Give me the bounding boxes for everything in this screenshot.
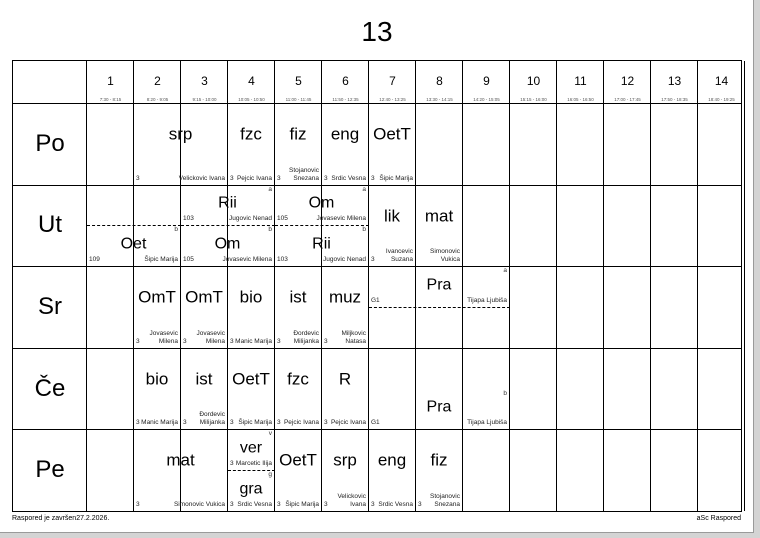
lesson-room: 105 bbox=[183, 256, 194, 264]
period-time: 7:30 - 8:15 bbox=[99, 97, 122, 102]
lesson-room: 103 bbox=[277, 256, 288, 264]
lesson-card[interactable] bbox=[322, 429, 369, 511]
lesson-subject: Oet bbox=[120, 235, 147, 253]
period-header bbox=[463, 61, 510, 103]
period-header bbox=[275, 61, 322, 103]
grid-column-line bbox=[556, 61, 557, 511]
period-number: 4 bbox=[248, 74, 255, 88]
lesson-group: b bbox=[362, 226, 366, 234]
lesson-room: 3 bbox=[277, 174, 281, 182]
period-time: 18:40 - 19:25 bbox=[708, 97, 735, 102]
lesson-room: 3 bbox=[324, 419, 328, 427]
lesson-card[interactable] bbox=[275, 266, 322, 348]
lesson-subject: OmT bbox=[185, 287, 223, 307]
period-time: 13:30 - 14:15 bbox=[426, 97, 453, 102]
lesson-teacher: Marcetic Ilija bbox=[235, 460, 272, 468]
lesson-teacher: Đordevic Milijanka bbox=[293, 329, 319, 345]
lesson-card[interactable] bbox=[275, 103, 322, 185]
lesson-card[interactable] bbox=[322, 103, 369, 185]
half-separator bbox=[369, 307, 510, 308]
lesson-subject: mat bbox=[424, 206, 454, 226]
lesson-subject: eng bbox=[377, 450, 407, 470]
lesson-card[interactable] bbox=[181, 266, 228, 348]
grid-column-line bbox=[650, 61, 651, 511]
lesson-card[interactable] bbox=[369, 389, 510, 430]
lesson-card[interactable] bbox=[322, 266, 369, 348]
period-header bbox=[698, 61, 745, 103]
lesson-card[interactable] bbox=[275, 429, 322, 511]
lesson-subject: fiz bbox=[289, 124, 307, 144]
lesson-teacher: Jovasevic Milena bbox=[196, 329, 225, 345]
period-number: 14 bbox=[714, 74, 729, 88]
lesson-subject: Om bbox=[214, 235, 241, 253]
period-header bbox=[369, 61, 416, 103]
lesson-subject: gra bbox=[239, 480, 263, 498]
lesson-subject: fiz bbox=[430, 450, 448, 470]
lesson-room: 109 bbox=[89, 256, 100, 264]
lesson-group: g bbox=[268, 471, 272, 479]
period-time: 16:05 - 16:50 bbox=[567, 97, 594, 102]
lesson-teacher: Srdic Vesna bbox=[331, 174, 366, 182]
lesson-teacher: Stojanovic Snezana bbox=[289, 166, 319, 182]
lesson-subject: srp bbox=[333, 450, 357, 470]
grid-column-line bbox=[744, 61, 745, 511]
period-number: 11 bbox=[574, 74, 587, 88]
lesson-group: b bbox=[268, 226, 272, 234]
grid-column-line bbox=[603, 61, 604, 511]
period-header bbox=[416, 61, 463, 103]
lesson-teacher: Šipic Marija bbox=[144, 256, 178, 264]
lesson-subject: bio bbox=[239, 287, 263, 307]
lesson-room: 3 bbox=[371, 500, 375, 508]
lesson-room: G1 bbox=[371, 419, 380, 427]
lesson-teacher: Jugovic Nenad bbox=[229, 215, 272, 223]
period-time: 11:50 - 12:35 bbox=[332, 97, 359, 102]
lesson-teacher: Velickovic Ivana bbox=[337, 492, 366, 508]
footer-generated-date: Raspored je završen27.2.2026. bbox=[12, 515, 110, 522]
lesson-card[interactable] bbox=[416, 185, 463, 267]
lesson-subject: OetT bbox=[232, 369, 270, 389]
lesson-teacher: Đordevic Milijanka bbox=[199, 411, 225, 427]
period-number: 13 bbox=[667, 74, 682, 88]
period-number: 7 bbox=[389, 74, 396, 88]
period-header bbox=[322, 61, 369, 103]
lesson-subject: fzc bbox=[287, 369, 309, 389]
lesson-subject: bio bbox=[145, 369, 169, 389]
lesson-teacher: Jovasevic Milena bbox=[222, 256, 272, 264]
lesson-subject: Rii bbox=[218, 194, 237, 212]
period-number: 12 bbox=[620, 74, 635, 88]
lesson-room: 3 bbox=[230, 337, 234, 345]
lesson-card[interactable] bbox=[369, 429, 416, 511]
period-header bbox=[134, 61, 181, 103]
lesson-room: 3 bbox=[230, 460, 234, 468]
lesson-subject: OetT bbox=[279, 450, 317, 470]
lesson-teacher: Šipic Marija bbox=[285, 500, 319, 508]
day-label: Pe bbox=[35, 456, 65, 484]
day-label: Ut bbox=[38, 211, 62, 239]
lesson-teacher: Ivancevic Suzana bbox=[385, 248, 413, 264]
lesson-room: 3 bbox=[230, 174, 234, 182]
lesson-subject: fzc bbox=[240, 124, 262, 144]
lesson-teacher: Miljkovic Natasa bbox=[341, 329, 366, 345]
lesson-subject: ist bbox=[289, 287, 307, 307]
lesson-card[interactable] bbox=[369, 185, 416, 267]
lesson-card[interactable] bbox=[275, 225, 369, 266]
grid-column-line bbox=[697, 61, 698, 511]
lesson-room: 3 bbox=[277, 419, 281, 427]
lesson-room: 3 bbox=[136, 500, 140, 508]
lesson-group: a bbox=[268, 185, 272, 193]
lesson-room: 3 bbox=[371, 256, 375, 264]
lesson-room: 3 bbox=[277, 500, 281, 508]
period-number: 8 bbox=[436, 74, 443, 88]
period-header bbox=[604, 61, 651, 103]
lesson-card[interactable] bbox=[181, 348, 228, 430]
lesson-card[interactable] bbox=[134, 348, 181, 430]
lesson-card[interactable] bbox=[228, 348, 275, 430]
period-time: 9:15 - 10:00 bbox=[192, 97, 217, 102]
lesson-teacher: Manic Marija bbox=[235, 337, 272, 345]
lesson-teacher: Pejcic Ivana bbox=[330, 419, 366, 427]
timetable-grid bbox=[12, 60, 742, 512]
lesson-card[interactable] bbox=[322, 348, 369, 430]
lesson-teacher: Stojanovic Snezana bbox=[430, 492, 460, 508]
lesson-teacher: Šipic Marija bbox=[238, 419, 272, 427]
lesson-card[interactable] bbox=[228, 103, 275, 185]
period-header bbox=[557, 61, 604, 103]
footer-app-name: aSc Raspored bbox=[696, 515, 741, 522]
lesson-room: 3 bbox=[371, 174, 375, 182]
lesson-subject: Pra bbox=[426, 398, 452, 416]
period-number: 9 bbox=[483, 74, 490, 88]
lesson-room: 3 bbox=[324, 337, 328, 345]
lesson-teacher: Srdic Vesna bbox=[378, 500, 413, 508]
lesson-room: 3 bbox=[418, 500, 422, 508]
period-header bbox=[181, 61, 228, 103]
lesson-teacher: Šipic Marija bbox=[379, 174, 413, 182]
lesson-teacher: Jovasevic Milena bbox=[149, 329, 178, 345]
period-header bbox=[87, 61, 134, 103]
day-label: Če bbox=[34, 374, 66, 402]
lesson-room: 3 bbox=[277, 337, 281, 345]
lesson-card[interactable] bbox=[228, 429, 275, 470]
lesson-room: G1 bbox=[371, 296, 380, 304]
lesson-subject: Om bbox=[308, 194, 335, 212]
lesson-subject: eng bbox=[330, 124, 360, 144]
period-time: 17:00 - 17:45 bbox=[614, 97, 641, 102]
lesson-room: 105 bbox=[277, 215, 288, 223]
period-time: 12:40 - 13:25 bbox=[379, 97, 406, 102]
lesson-card[interactable] bbox=[369, 103, 416, 185]
lesson-group: a bbox=[362, 185, 366, 193]
lesson-subject: Rii bbox=[312, 235, 331, 253]
lesson-card[interactable] bbox=[134, 429, 228, 511]
lesson-card[interactable] bbox=[275, 348, 322, 430]
lesson-room: 3 bbox=[230, 500, 234, 508]
lesson-teacher: Simonovic Vukica bbox=[430, 248, 460, 264]
lesson-room: 3 bbox=[183, 337, 187, 345]
lesson-card[interactable] bbox=[369, 266, 510, 307]
lesson-card[interactable] bbox=[181, 185, 275, 226]
period-time: 17:50 - 18:35 bbox=[661, 97, 688, 102]
period-time: 15:15 - 16:00 bbox=[520, 97, 547, 102]
lesson-room: 3 bbox=[136, 174, 140, 182]
lesson-card[interactable] bbox=[87, 103, 134, 185]
period-header bbox=[510, 61, 557, 103]
lesson-teacher: Tijapa Ljubiša bbox=[467, 296, 507, 304]
lesson-subject: OmT bbox=[138, 287, 176, 307]
period-number: 3 bbox=[201, 74, 208, 88]
lesson-group: v bbox=[268, 430, 272, 438]
lesson-teacher: Velickovic Ivana bbox=[178, 174, 225, 182]
lesson-group: b bbox=[503, 389, 507, 397]
lesson-group: b bbox=[174, 226, 178, 234]
lesson-subject: ist bbox=[195, 369, 213, 389]
lesson-card[interactable] bbox=[228, 470, 275, 511]
day-label: Po bbox=[35, 129, 65, 157]
lesson-teacher: Pejcic Ivana bbox=[283, 419, 319, 427]
lesson-room: 3 bbox=[136, 419, 140, 427]
period-number: 2 bbox=[154, 74, 161, 88]
period-number: 5 bbox=[295, 74, 302, 88]
period-time: 8:20 - 9:05 bbox=[146, 97, 169, 102]
lesson-subject: Pra bbox=[426, 276, 452, 294]
lesson-group: a bbox=[503, 267, 507, 275]
lesson-subject: R bbox=[338, 369, 352, 389]
lesson-card[interactable] bbox=[87, 185, 181, 226]
lesson-room: 3 bbox=[230, 419, 234, 427]
lesson-teacher: Tijapa Ljubiša bbox=[467, 419, 507, 427]
lesson-card[interactable] bbox=[275, 185, 369, 226]
lesson-card[interactable] bbox=[87, 225, 181, 266]
lesson-card[interactable] bbox=[416, 429, 463, 511]
lesson-teacher: Jugovic Nenad bbox=[323, 256, 366, 264]
lesson-teacher: Srdic Vesna bbox=[237, 500, 272, 508]
lesson-card[interactable] bbox=[228, 266, 275, 348]
lesson-teacher: Manic Marija bbox=[141, 419, 178, 427]
lesson-subject: OetT bbox=[373, 124, 411, 144]
lesson-subject: ver bbox=[239, 439, 263, 457]
period-number: 6 bbox=[342, 74, 349, 88]
lesson-room: 3 bbox=[136, 337, 140, 345]
lesson-subject: mat bbox=[166, 450, 195, 470]
lesson-card[interactable] bbox=[181, 225, 275, 266]
lesson-room: 3 bbox=[324, 500, 328, 508]
lesson-subject: lik bbox=[383, 206, 401, 226]
lesson-room: 3 bbox=[183, 419, 187, 427]
grid-row-line bbox=[13, 348, 741, 349]
lesson-room: 3 bbox=[324, 174, 328, 182]
lesson-subject: srp bbox=[168, 124, 193, 144]
day-label: Sr bbox=[38, 293, 62, 320]
lesson-teacher: Simonovic Vukica bbox=[173, 500, 225, 508]
period-time: 14:20 - 15:05 bbox=[473, 97, 500, 102]
lesson-teacher: Jovasevic Milena bbox=[316, 215, 366, 223]
lesson-card[interactable] bbox=[134, 103, 228, 185]
lesson-room: 103 bbox=[183, 215, 194, 223]
period-header bbox=[228, 61, 275, 103]
period-time: 11:00 - 11:45 bbox=[285, 97, 312, 102]
period-number: 1 bbox=[107, 74, 114, 88]
class-title: 13 bbox=[361, 16, 393, 47]
lesson-teacher: Pejcic Ivana bbox=[236, 174, 272, 182]
lesson-subject: muz bbox=[328, 287, 362, 307]
period-time: 10:05 - 10:50 bbox=[238, 97, 265, 102]
period-number: 10 bbox=[526, 74, 541, 88]
period-header bbox=[651, 61, 698, 103]
lesson-card[interactable] bbox=[134, 266, 181, 348]
